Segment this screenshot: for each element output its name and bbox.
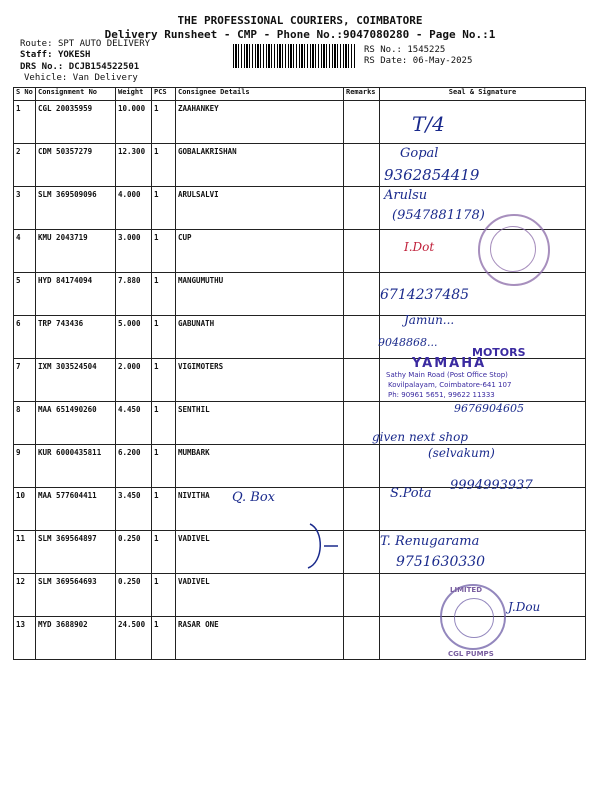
- barcode: [233, 44, 355, 68]
- signature-r2: Gopal: [400, 146, 439, 161]
- row-consignee: CUP: [176, 230, 344, 273]
- phone-r3: (9547881178): [392, 208, 485, 223]
- signature-r13: J.Dou: [508, 600, 541, 614]
- row-sno: 6: [14, 316, 36, 359]
- row-consignee: GOBALAKRISHAN: [176, 144, 344, 187]
- row-remarks: [344, 359, 380, 402]
- note-r9: given next shop: [372, 430, 468, 444]
- row-consignee: GABUNATH: [176, 316, 344, 359]
- row-remarks: [344, 531, 380, 574]
- col-signature: Seal & Signature: [380, 88, 586, 101]
- row-weight: 2.000: [116, 359, 152, 402]
- row-sno: 7: [14, 359, 36, 402]
- row-sno: 8: [14, 402, 36, 445]
- row-weight: 0.250: [116, 574, 152, 617]
- table-row: [14, 144, 586, 187]
- row-consignee: MANGUMUTHU: [176, 273, 344, 316]
- row-pcs: 1: [152, 359, 176, 402]
- route-line: Route: SPT AUTO DELIVERY: [20, 39, 151, 49]
- row-sno: 2: [14, 144, 36, 187]
- signature-r9: (selvakum): [428, 446, 495, 460]
- row-consignee: VIGIMOTERS: [176, 359, 344, 402]
- col-sno: S No: [14, 88, 36, 101]
- row-consignment: CDM 50357279: [36, 144, 116, 187]
- row-weight: 24.500: [116, 617, 152, 660]
- row-remarks: [344, 574, 380, 617]
- row-pcs: 1: [152, 144, 176, 187]
- row-consignee: SENTHIL: [176, 402, 344, 445]
- row-consignee: RASAR ONE: [176, 617, 344, 660]
- row-consignee: VADIVEL: [176, 574, 344, 617]
- row-pcs: 1: [152, 488, 176, 531]
- bracket-mark: [300, 522, 340, 572]
- signature-r6: Jamun...: [404, 313, 455, 327]
- row-sno: 11: [14, 531, 36, 574]
- row-consignment: KUR 6000435811: [36, 445, 116, 488]
- row-weight: 5.000: [116, 316, 152, 359]
- row-sno: 9: [14, 445, 36, 488]
- yamaha-stamp-brand: YAMAHA: [412, 356, 487, 371]
- row-pcs: 1: [152, 445, 176, 488]
- row-remarks: [344, 316, 380, 359]
- row-pcs: 1: [152, 531, 176, 574]
- row-consignment: SLM 369564897: [36, 531, 116, 574]
- signature-r7: 9048868...: [378, 336, 438, 349]
- phone-r8: 9676904605: [454, 402, 524, 415]
- row-sno: 13: [14, 617, 36, 660]
- yamaha-stamp-title: MOTORS: [472, 346, 526, 359]
- phone-r12: 9751630330: [396, 554, 486, 570]
- row-remarks: [344, 617, 380, 660]
- row-sno: 4: [14, 230, 36, 273]
- note-q-box: Q. Box: [232, 490, 275, 505]
- row-signature: [380, 101, 586, 144]
- yamaha-stamp-phone: Ph: 90961 5651, 99622 11333: [388, 391, 495, 399]
- row-consignee: MUMBARK: [176, 445, 344, 488]
- phone-r5: 6714237485: [380, 287, 470, 303]
- row-pcs: 1: [152, 402, 176, 445]
- cgl-stamp-limited: LIMITED: [450, 586, 483, 594]
- row-weight: 6.200: [116, 445, 152, 488]
- row-weight: 10.000: [116, 101, 152, 144]
- col-consignment: Consignment No: [36, 88, 116, 101]
- row-sno: 5: [14, 273, 36, 316]
- row-weight: 0.250: [116, 531, 152, 574]
- row-consignee: VADIVEL: [176, 531, 344, 574]
- table-row: [14, 359, 586, 402]
- row-remarks: [344, 273, 380, 316]
- row-pcs: 1: [152, 230, 176, 273]
- row-consignment: SLM 369564693: [36, 574, 116, 617]
- row-consignment: HYD 84174094: [36, 273, 116, 316]
- table-header-row: [14, 88, 586, 101]
- row-pcs: 1: [152, 101, 176, 144]
- row-sno: 1: [14, 101, 36, 144]
- round-stamp-top: [478, 214, 550, 286]
- col-remarks: Remarks: [344, 88, 380, 101]
- row-consignment: CGL 20035959: [36, 101, 116, 144]
- row-sno: 12: [14, 574, 36, 617]
- phone-r2: 9362854419: [384, 166, 480, 184]
- row-consignee: ZAAHANKEY: [176, 101, 344, 144]
- row-consignment: MAA 577604411: [36, 488, 116, 531]
- row-remarks: [344, 488, 380, 531]
- row-weight: 3.450: [116, 488, 152, 531]
- phone-r10: 9994993937: [450, 478, 533, 493]
- col-consignee: Consignee Details: [176, 88, 344, 101]
- row-sno: 3: [14, 187, 36, 230]
- row-consignment: MAA 651490260: [36, 402, 116, 445]
- row-remarks: [344, 101, 380, 144]
- row-consignment: TRP 743436: [36, 316, 116, 359]
- col-weight: Weight: [116, 88, 152, 101]
- signature-r3: Arulsu: [384, 188, 428, 203]
- row-consignment: KMU 2043719: [36, 230, 116, 273]
- row-weight: 12.300: [116, 144, 152, 187]
- company-title: THE PROFESSIONAL COURIERS, COIMBATORE: [177, 14, 423, 27]
- drs-line: DRS No.: DCJB154522501: [20, 62, 140, 72]
- row-remarks: [344, 187, 380, 230]
- staff-line: Staff: YOKESH: [20, 50, 91, 60]
- row-weight: 7.880: [116, 273, 152, 316]
- row-remarks: [344, 230, 380, 273]
- row-remarks: [344, 144, 380, 187]
- yamaha-stamp-addr2: Kovilpalayam, Coimbatore-641 107: [388, 381, 512, 389]
- cgl-stamp-name: CGL PUMPS: [448, 650, 494, 658]
- rs-date-line: RS Date: 06-May-2025: [364, 56, 473, 66]
- yamaha-stamp-addr1: Sathy Main Road (Post Office Stop): [386, 371, 508, 379]
- row-pcs: 1: [152, 316, 176, 359]
- runsheet-subtitle: Delivery Runsheet - CMP - Phone No.:9047080280 - Page No.:1: [104, 28, 496, 41]
- row-pcs: 1: [152, 187, 176, 230]
- row-weight: 3.000: [116, 230, 152, 273]
- row-pcs: 1: [152, 574, 176, 617]
- row-pcs: 1: [152, 273, 176, 316]
- signature-r10: S.Pota: [390, 486, 432, 501]
- row-consignee: ARULSALVI: [176, 187, 344, 230]
- row-weight: 4.450: [116, 402, 152, 445]
- vehicle-line: Vehicle: Van Delivery: [24, 73, 138, 83]
- col-pcs: PCS: [152, 88, 176, 101]
- row-consignment: MYD 3688902: [36, 617, 116, 660]
- row-remarks: [344, 445, 380, 488]
- row-weight: 4.000: [116, 187, 152, 230]
- row-pcs: 1: [152, 617, 176, 660]
- rs-no-line: RS No.: 1545225: [364, 45, 446, 55]
- row-consignee: NIVITHA: [176, 488, 344, 531]
- signature-r11: T. Renugarama: [380, 534, 480, 549]
- signature-r4: I.Dot: [404, 240, 435, 254]
- row-sno: 10: [14, 488, 36, 531]
- signature-r1: T/4: [412, 112, 445, 136]
- row-consignment: SLM 369509096: [36, 187, 116, 230]
- row-consignment: IXM 303524504: [36, 359, 116, 402]
- table-row: [14, 101, 586, 144]
